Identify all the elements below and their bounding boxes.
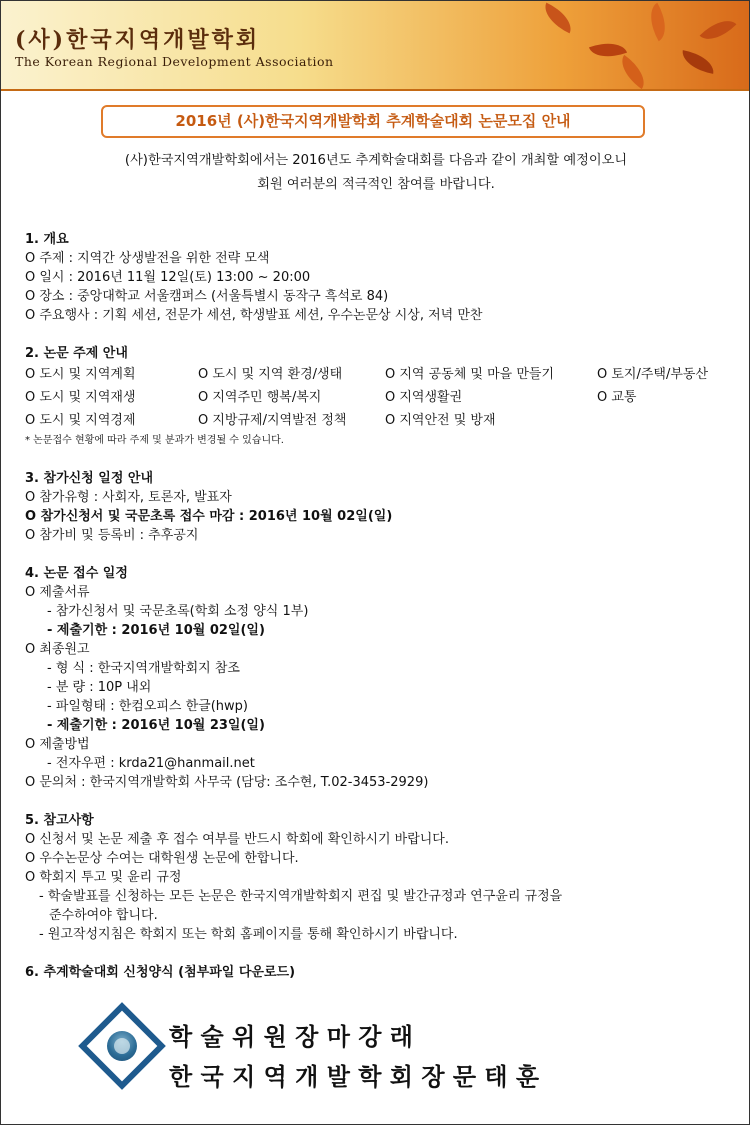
maple-leaf-decoration bbox=[614, 55, 652, 89]
topic-item: O 지역주민 행복/복지 bbox=[198, 390, 322, 405]
intro-text bbox=[1, 149, 750, 197]
topic-item: O 도시 및 지역 환경/생태 bbox=[198, 367, 343, 382]
topic-item: O 지역안전 및 방재 bbox=[385, 413, 496, 428]
topic-item: O 도시 및 지역경제 bbox=[25, 413, 136, 428]
notice-content bbox=[25, 230, 740, 982]
section-4-heading: 4. 논문 접수 일정 bbox=[25, 566, 128, 581]
org-logo-korean: (사)한국지역개발학회 bbox=[15, 27, 261, 53]
registration-type: O 참가유형 : 사회자, 토론자, 발표자 bbox=[25, 490, 232, 505]
section-6-heading: 6. 추계학술대회 신청양식 (첨부파일 다운로드) bbox=[25, 965, 296, 980]
final-manuscript: O 최종원고 bbox=[25, 642, 90, 657]
registration-fee: O 참가비 및 등록비 : 추후공지 bbox=[25, 528, 199, 543]
submit-documents-deadline: - 제출기한 : 2016년 10월 02일(일) bbox=[47, 623, 265, 638]
header-banner bbox=[1, 1, 749, 89]
topic-item: O 토지/주택/부동산 bbox=[597, 367, 709, 382]
signature-block bbox=[1, 1001, 750, 1111]
intro-line: (사)한국지역개발학회에서는 2016년도 추계학술대회를 다음과 같이 개최할 예정이오니 bbox=[124, 153, 628, 168]
topic-row bbox=[25, 386, 740, 409]
overview-events: O 주요행사 : 기획 세션, 전문가 세션, 학생발표 세션, 우수논문상 시상, 저녁 만찬 bbox=[25, 308, 483, 323]
section-3-heading: 3. 참가신청 일정 안내 bbox=[25, 471, 154, 486]
reference-sub-item: - 원고작성지침은 학회지 또는 학회 홈페이지를 통해 확인하시기 바랍니다. bbox=[39, 927, 458, 942]
overview-datetime: O 일시 : 2016년 11월 12일(토) 13:00 ~ 20:00 bbox=[25, 270, 311, 285]
topic-item: O 도시 및 지역재생 bbox=[25, 390, 136, 405]
topic-note: * 논문접수 현황에 따라 주제 및 분과가 변경될 수 있습니다. bbox=[25, 435, 284, 446]
reference-sub-item-cont: 준수하여야 합니다. bbox=[49, 908, 158, 923]
topic-row bbox=[25, 363, 740, 386]
final-manuscript-deadline: - 제출기한 : 2016년 10월 23일(일) bbox=[47, 718, 265, 733]
reference-item: O 신청서 및 논문 제출 후 접수 여부를 반드시 학회에 확인하시기 바랍니다. bbox=[25, 832, 450, 847]
notice-title: 2016년 (사)한국지역개발학회 추계학술대회 논문모집 안내 bbox=[101, 105, 645, 138]
maple-leaf-decoration bbox=[642, 3, 675, 41]
reference-item: O 우수논문상 수여는 대학원생 논문에 한합니다. bbox=[25, 851, 299, 866]
banner-divider bbox=[1, 89, 749, 91]
section-5-heading: 5. 참고사항 bbox=[25, 813, 94, 828]
overview-topic: O 주제 : 지역간 상생발전을 위한 전략 모색 bbox=[25, 251, 270, 266]
reference-item: O 학회지 투고 및 윤리 규정 bbox=[25, 870, 182, 885]
maple-leaf-decoration bbox=[539, 3, 577, 34]
submit-method: O 제출방법 bbox=[25, 737, 90, 752]
reference-sub-item: - 학술발표를 신청하는 모든 논문은 한국지역개발학회지 편집 및 발간규정과 연구윤리 규정을 bbox=[39, 889, 563, 904]
submit-documents-item: - 참가신청서 및 국문초록(학회 소정 양식 1부) bbox=[47, 604, 309, 619]
topic-row bbox=[25, 409, 740, 432]
final-manuscript-item: - 파일형태 : 한컴오피스 한글(hwp) bbox=[47, 699, 249, 714]
intro-line: 회원 여러분의 적극적인 참여를 바랍니다. bbox=[257, 177, 495, 192]
final-manuscript-item: - 형 식 : 한국지역개발학회지 참조 bbox=[47, 661, 240, 676]
topic-item: O 지역생활권 bbox=[385, 390, 463, 405]
maple-leaf-decoration bbox=[680, 50, 717, 74]
association-emblem-icon bbox=[78, 1002, 166, 1090]
final-manuscript-item: - 분 량 : 10P 내외 bbox=[47, 680, 152, 695]
topic-item: O 지방규제/지역발전 정책 bbox=[198, 413, 347, 428]
registration-deadline: O 참가신청서 및 국문초록 접수 마감 : 2016년 10월 02일(일) bbox=[25, 509, 393, 524]
signature-committee-chair: 학 술 위 원 장 마 강 래 bbox=[169, 1022, 413, 1051]
signature-president: 한 국 지 역 개 발 학 회 장 문 태 훈 bbox=[169, 1062, 540, 1091]
topic-item: O 교통 bbox=[597, 390, 637, 405]
overview-venue: O 장소 : 중앙대학교 서울캠퍼스 (서울특별시 동작구 흑석로 84) bbox=[25, 289, 389, 304]
submit-documents: O 제출서류 bbox=[25, 585, 90, 600]
org-logo-english: The Korean Regional Development Association bbox=[15, 54, 334, 69]
contact-info: O 문의처 : 한국지역개발학회 사무국 (담당: 조수현, T.02-3453-2929) bbox=[25, 775, 429, 790]
section-1-heading: 1. 개요 bbox=[25, 232, 69, 247]
maple-leaf-decoration bbox=[700, 12, 737, 49]
submit-email: - 전자우편 : krda21@hanmail.net bbox=[47, 756, 255, 771]
topic-item: O 지역 공동체 및 마을 만들기 bbox=[385, 367, 555, 382]
section-2-heading: 2. 논문 주제 안내 bbox=[25, 346, 128, 361]
topic-item: O 도시 및 지역계획 bbox=[25, 367, 136, 382]
